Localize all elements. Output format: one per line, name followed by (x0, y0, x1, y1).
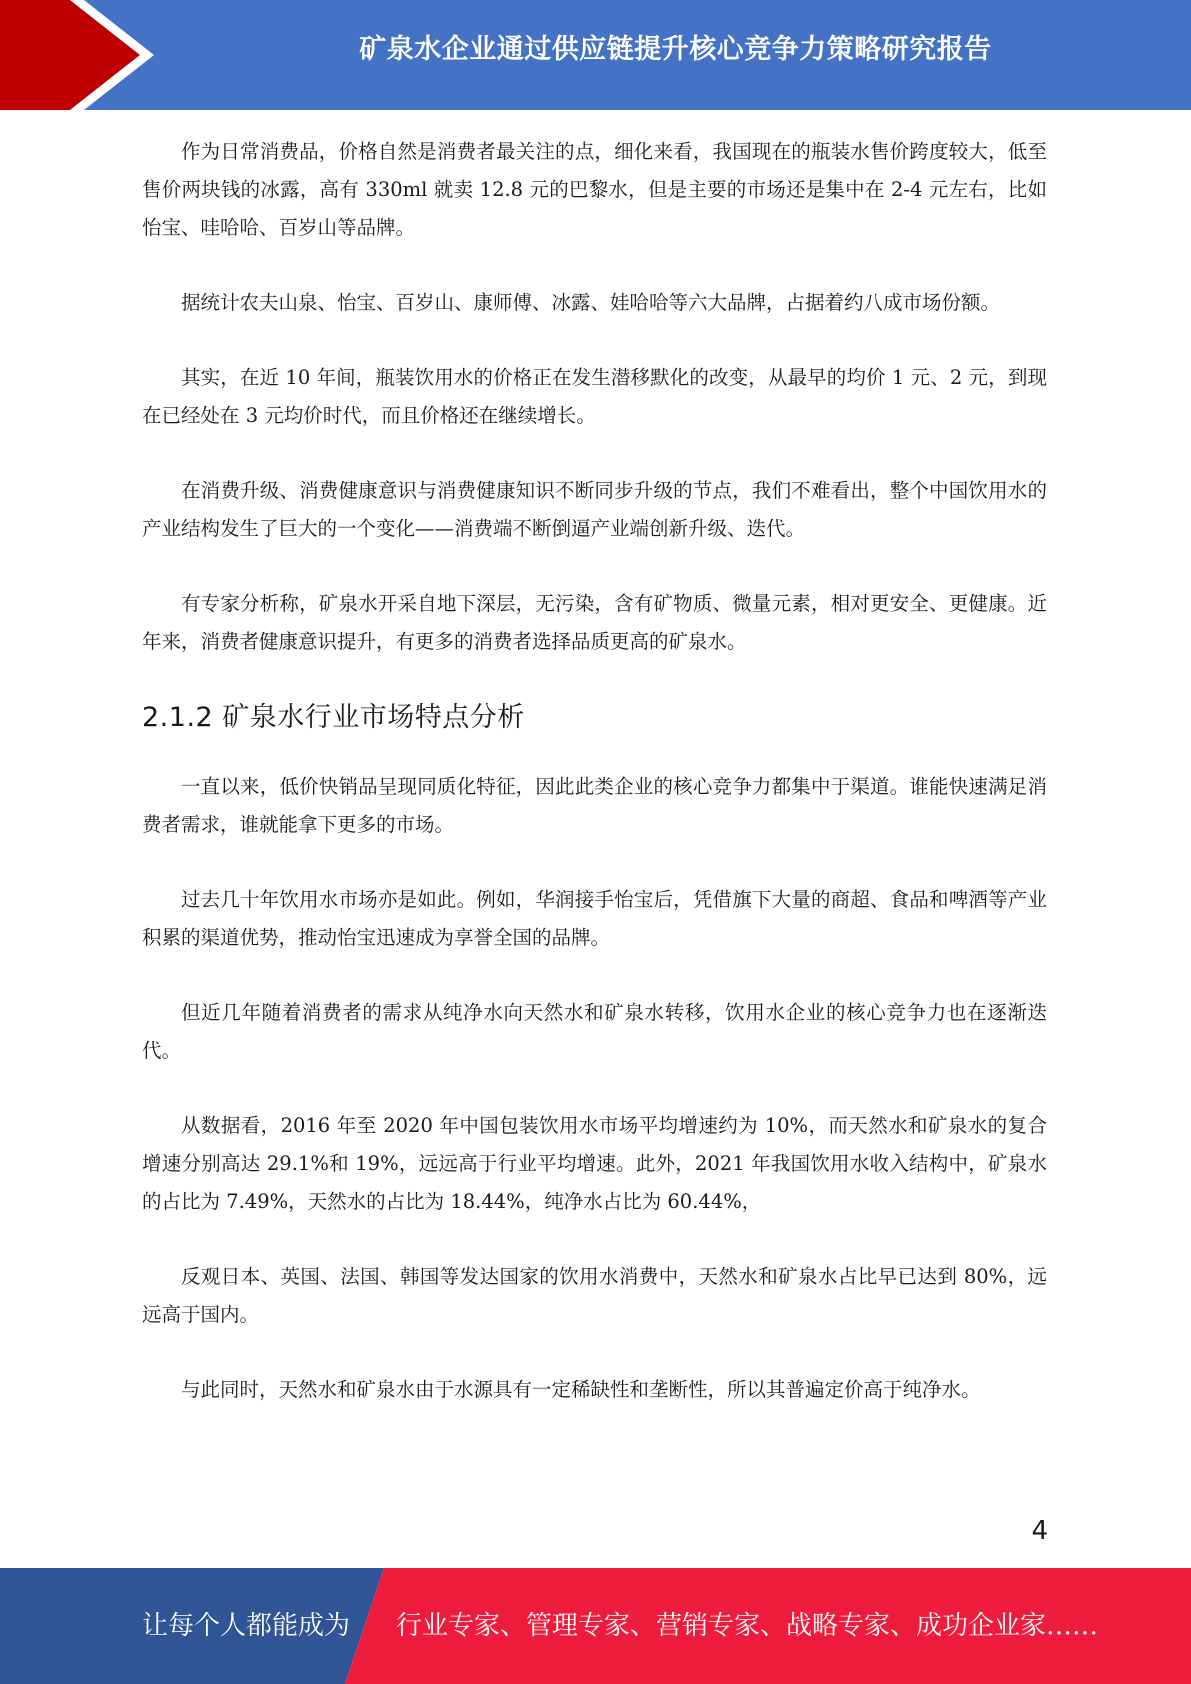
paragraph: 反观日本、英国、法国、韩国等发达国家的饮用水消费中，天然水和矿泉水占比早已达到 80%，远远高于国内。 (142, 1265, 1047, 1326)
paragraph: 作为日常消费品，价格自然是消费者最关注的点，细化来看，我国现在的瓶装水售价跨度较大，低至售价两块钱的冰露，高有 330ml 就卖 12.8 元的巴黎水，但是主要的市场还是集中在 2-4 元左右，比如怡宝、哇哈哈、百岁山等品牌。 (142, 140, 1047, 239)
paragraph: 但近几年随着消费者的需求从纯净水向天然水和矿泉水转移，饮用水企业的核心竞争力也在逐渐迭代。 (142, 1001, 1047, 1062)
report-title: 矿泉水企业通过供应链提升核心竞争力策略研究报告 (359, 34, 992, 65)
page-footer (0, 1568, 1191, 1684)
header-arrow-decoration (0, 0, 160, 110)
paragraph: 其实，在近 10 年间，瓶装饮用水的价格正在发生潜移默化的改变，从最早的均价 1 元、2 元，到现在已经处在 3 元均价时代，而且价格还在继续增长。 (142, 366, 1047, 427)
paragraph: 有专家分析称，矿泉水开采自地下深层，无污染，含有矿物质、微量元素，相对更安全、更健康。近年来，消费者健康意识提升，有更多的消费者选择品质更高的矿泉水。 (142, 592, 1047, 653)
paragraph: 与此同时，天然水和矿泉水由于水源具有一定稀缺性和垄断性，所以其普遍定价高于纯净水。 (181, 1378, 981, 1401)
section-heading: 2.1.2 矿泉水行业市场特点分析 (142, 702, 525, 733)
paragraph: 过去几十年饮用水市场亦是如此。例如，华润接手怡宝后，凭借旗下大量的商超、食品和啤酒等产业积累的渠道优势，推动怡宝迅速成为享誉全国的品牌。 (142, 888, 1047, 949)
main-content (142, 133, 1047, 1446)
paragraph: 在消费升级、消费健康意识与消费健康知识不断同步升级的节点，我们不难看出，整个中国饮用水的产业结构发生了巨大的一个变化——消费端不断倒逼产业端创新升级、迭代。 (142, 479, 1047, 540)
paragraph: 据统计农夫山泉、怡宝、百岁山、康师傅、冰露、娃哈哈等六大品牌，占据着约八成市场份额。 (181, 291, 1001, 314)
page-number: 4 (1031, 1516, 1048, 1546)
page-header (0, 0, 1191, 110)
footer-slogan-right: 行业专家、管理专家、营销专家、战略专家、成功企业家…… (396, 1611, 1099, 1641)
paragraph: 一直以来，低价快销品呈现同质化特征，因此此类企业的核心竞争力都集中于渠道。谁能快速满足消费者需求，谁就能拿下更多的市场。 (142, 775, 1047, 836)
paragraph: 从数据看，2016 年至 2020 年中国包装饮用水市场平均增速约为 10%，而天然水和矿泉水的复合增速分别高达 29.1%和 19%，远远高于行业平均增速。此外，2021 年我国饮用水收入结构中，矿泉水的占比为 7.49%，天然水的占比为 18.44%，纯净水占比为 60.44%， (142, 1114, 1047, 1213)
footer-slogan-left: 让每个人都能成为 (142, 1611, 351, 1641)
